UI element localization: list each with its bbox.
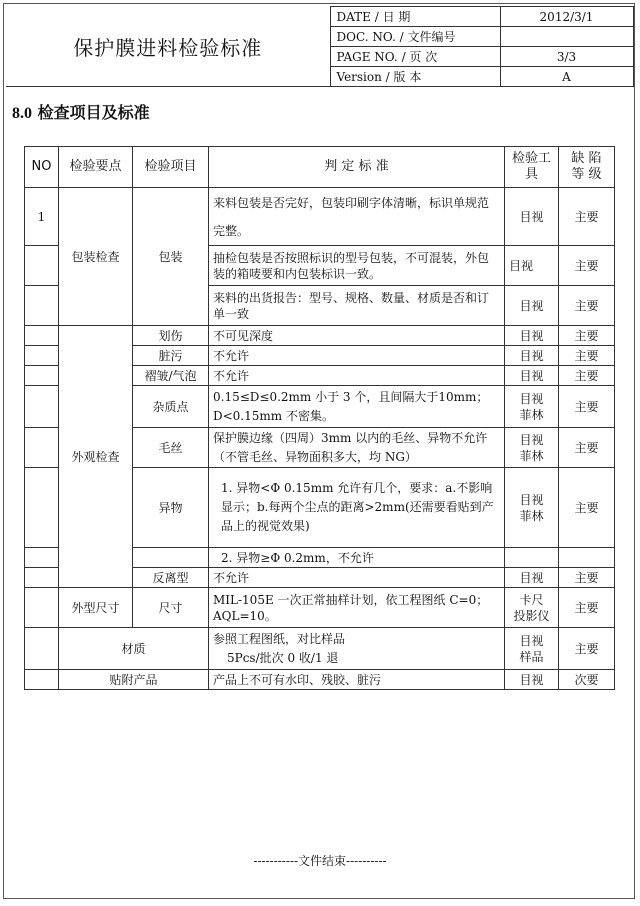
criteria-cell: 产品上不可有水印、残胶、脏污 [209, 670, 505, 690]
criteria-cell: 保护膜边缘（四周）3mm 以内的毛丝、异物不允许（不管毛丝、异物面积多大，均 NG） [209, 428, 505, 468]
item-cell: 反离型 [133, 568, 209, 588]
level-cell: 主要 [559, 628, 615, 670]
row-no-empty [25, 670, 59, 690]
header-level: 缺 陷 等 级 [559, 147, 615, 188]
level-cell: 主要 [559, 188, 615, 246]
tool-cell-empty [505, 548, 559, 568]
level-cell: 次要 [559, 670, 615, 690]
item-cell: 尺寸 [133, 588, 209, 628]
row-no-empty [25, 628, 59, 670]
level-cell: 主要 [559, 246, 615, 286]
inspection-table [24, 146, 615, 690]
version-value: A [500, 67, 633, 87]
table-row [25, 628, 615, 670]
header-point: 检验要点 [59, 147, 133, 188]
doc-no-value [500, 27, 633, 47]
table-row [25, 588, 615, 628]
table-row [25, 326, 615, 346]
document-header [6, 6, 634, 87]
level-cell: 主要 [559, 428, 615, 468]
point-appearance: 外观检查 [59, 326, 133, 588]
level-cell: 主要 [559, 468, 615, 548]
criteria-cell [209, 628, 505, 670]
criteria-cell: 来料的出货报告：型号、规格、数量、材质是否和订单一致 [209, 286, 505, 326]
section-heading [12, 100, 150, 123]
level-cell: 主要 [559, 366, 615, 386]
row-no-empty [25, 468, 59, 548]
tool-line: 菲林 [519, 448, 544, 463]
criteria-cell: MIL-105E 一次正常抽样计划，依工程图纸 C=0；AQL=10。 [209, 588, 505, 628]
tool-line: 菲林 [519, 508, 544, 523]
row-no-empty [25, 548, 59, 568]
point-dimension: 外型尺寸 [59, 588, 133, 628]
tool-cell: 目视 [505, 326, 559, 346]
tool-line: 目视 [519, 633, 544, 648]
tool-cell [505, 468, 559, 548]
tool-cell [505, 428, 559, 468]
header-no: NO [25, 147, 59, 188]
row-no-empty [25, 386, 59, 428]
tool-line: 目视 [519, 391, 544, 406]
tool-line: 目视 [519, 432, 544, 447]
doc-no-label: DOC. NO. / 文件编号 [330, 27, 500, 47]
item-cell: 异物 [133, 468, 209, 548]
tool-line: 样品 [519, 649, 544, 664]
tool-line: 目视 [519, 492, 544, 507]
criteria-line: 参照工程图纸，对比样品 [213, 631, 346, 646]
tool-cell: 目视 [505, 286, 559, 326]
criteria-cell: 2. 异物≥Φ 0.2mm，不允许 [209, 548, 505, 568]
row-no: 1 [25, 188, 59, 246]
tool-line: 卡尺 [519, 592, 544, 607]
item-packaging: 包装 [133, 188, 209, 326]
tool-cell [505, 386, 559, 428]
tool-cell: 目视 [505, 670, 559, 690]
page-no-value: 3/3 [500, 47, 633, 67]
criteria-cell: 不可见深度 [209, 326, 505, 346]
tool-cell: 目视 [505, 366, 559, 386]
level-cell: 主要 [559, 326, 615, 346]
level-cell: 主要 [559, 568, 615, 588]
page-no-label: PAGE NO. / 页 次 [330, 47, 500, 67]
row-no-empty [25, 588, 59, 628]
row-no-empty [25, 428, 59, 468]
point-packaging: 包装检查 [59, 188, 133, 326]
table-row [25, 188, 615, 246]
item-cell: 褶皱/气泡 [133, 366, 209, 386]
version-label: Version / 版 本 [330, 67, 500, 87]
table-header-row [25, 147, 615, 188]
table-row [25, 670, 615, 690]
criteria-cell: 0.15≤D≤0.2mm 小于 3 个，且间隔大于10mm；D<0.15mm 不密集。 [209, 386, 505, 428]
criteria-cell: 不允许 [209, 568, 505, 588]
item-cell-empty [133, 548, 209, 568]
criteria-cell: 不允许 [209, 366, 505, 386]
row-no-empty [25, 246, 59, 286]
section-number: 8.0 [12, 105, 32, 122]
section-title: 检查项目及标准 [37, 103, 150, 122]
row-no-empty [25, 326, 59, 346]
item-cell: 毛丝 [133, 428, 209, 468]
item-cell: 脏污 [133, 346, 209, 366]
level-cell-empty [559, 548, 615, 568]
criteria-cell: 不允许 [209, 346, 505, 366]
level-cell: 主要 [559, 386, 615, 428]
point-attach: 贴附产品 [59, 670, 209, 690]
level-cell: 主要 [559, 286, 615, 326]
tool-cell [505, 628, 559, 670]
criteria-line: 5Pcs/批次 0 收/1 退 [227, 650, 339, 665]
document-title: 保护膜进料检验标准 [6, 7, 330, 87]
document-end-marker: -----------文件结束---------- [253, 854, 387, 868]
tool-line: 菲林 [519, 407, 544, 422]
criteria-cell: 1. 异物<Φ 0.15mm 允许有几个，要求：a.不影响显示；b.每两个尘点的距离>2mm(还需要看贴到产品上的视觉效果) [209, 468, 505, 548]
date-value: 2012/3/1 [500, 7, 633, 27]
tool-cell: 目视 [505, 346, 559, 366]
level-cell: 主要 [559, 346, 615, 366]
tool-cell [505, 588, 559, 628]
header-criteria: 判 定 标 准 [209, 147, 505, 188]
row-no-empty [25, 568, 59, 588]
tool-cell: 目视 [505, 568, 559, 588]
criteria-cell: 抽检包装是否按照标识的型号包装，不可混装，外包装的箱唛要和内包装标识一致。 [209, 246, 505, 286]
level-cell: 主要 [559, 588, 615, 628]
tool-line: 投影仪 [513, 608, 550, 623]
header-tool: 检验工具 [505, 147, 559, 188]
row-no-empty [25, 286, 59, 326]
item-cell: 杂质点 [133, 386, 209, 428]
date-label: DATE / 日 期 [330, 7, 500, 27]
header-item: 检验项目 [133, 147, 209, 188]
criteria-cell: 来料包装是否完好，包装印刷字体清晰，标识单规范完整。 [209, 188, 505, 246]
row-no-empty [25, 346, 59, 366]
tool-cell: 目视 [505, 188, 559, 246]
point-material: 材质 [59, 628, 209, 670]
item-cell: 划伤 [133, 326, 209, 346]
tool-cell: 目视 [505, 246, 559, 286]
row-no-empty [25, 366, 59, 386]
